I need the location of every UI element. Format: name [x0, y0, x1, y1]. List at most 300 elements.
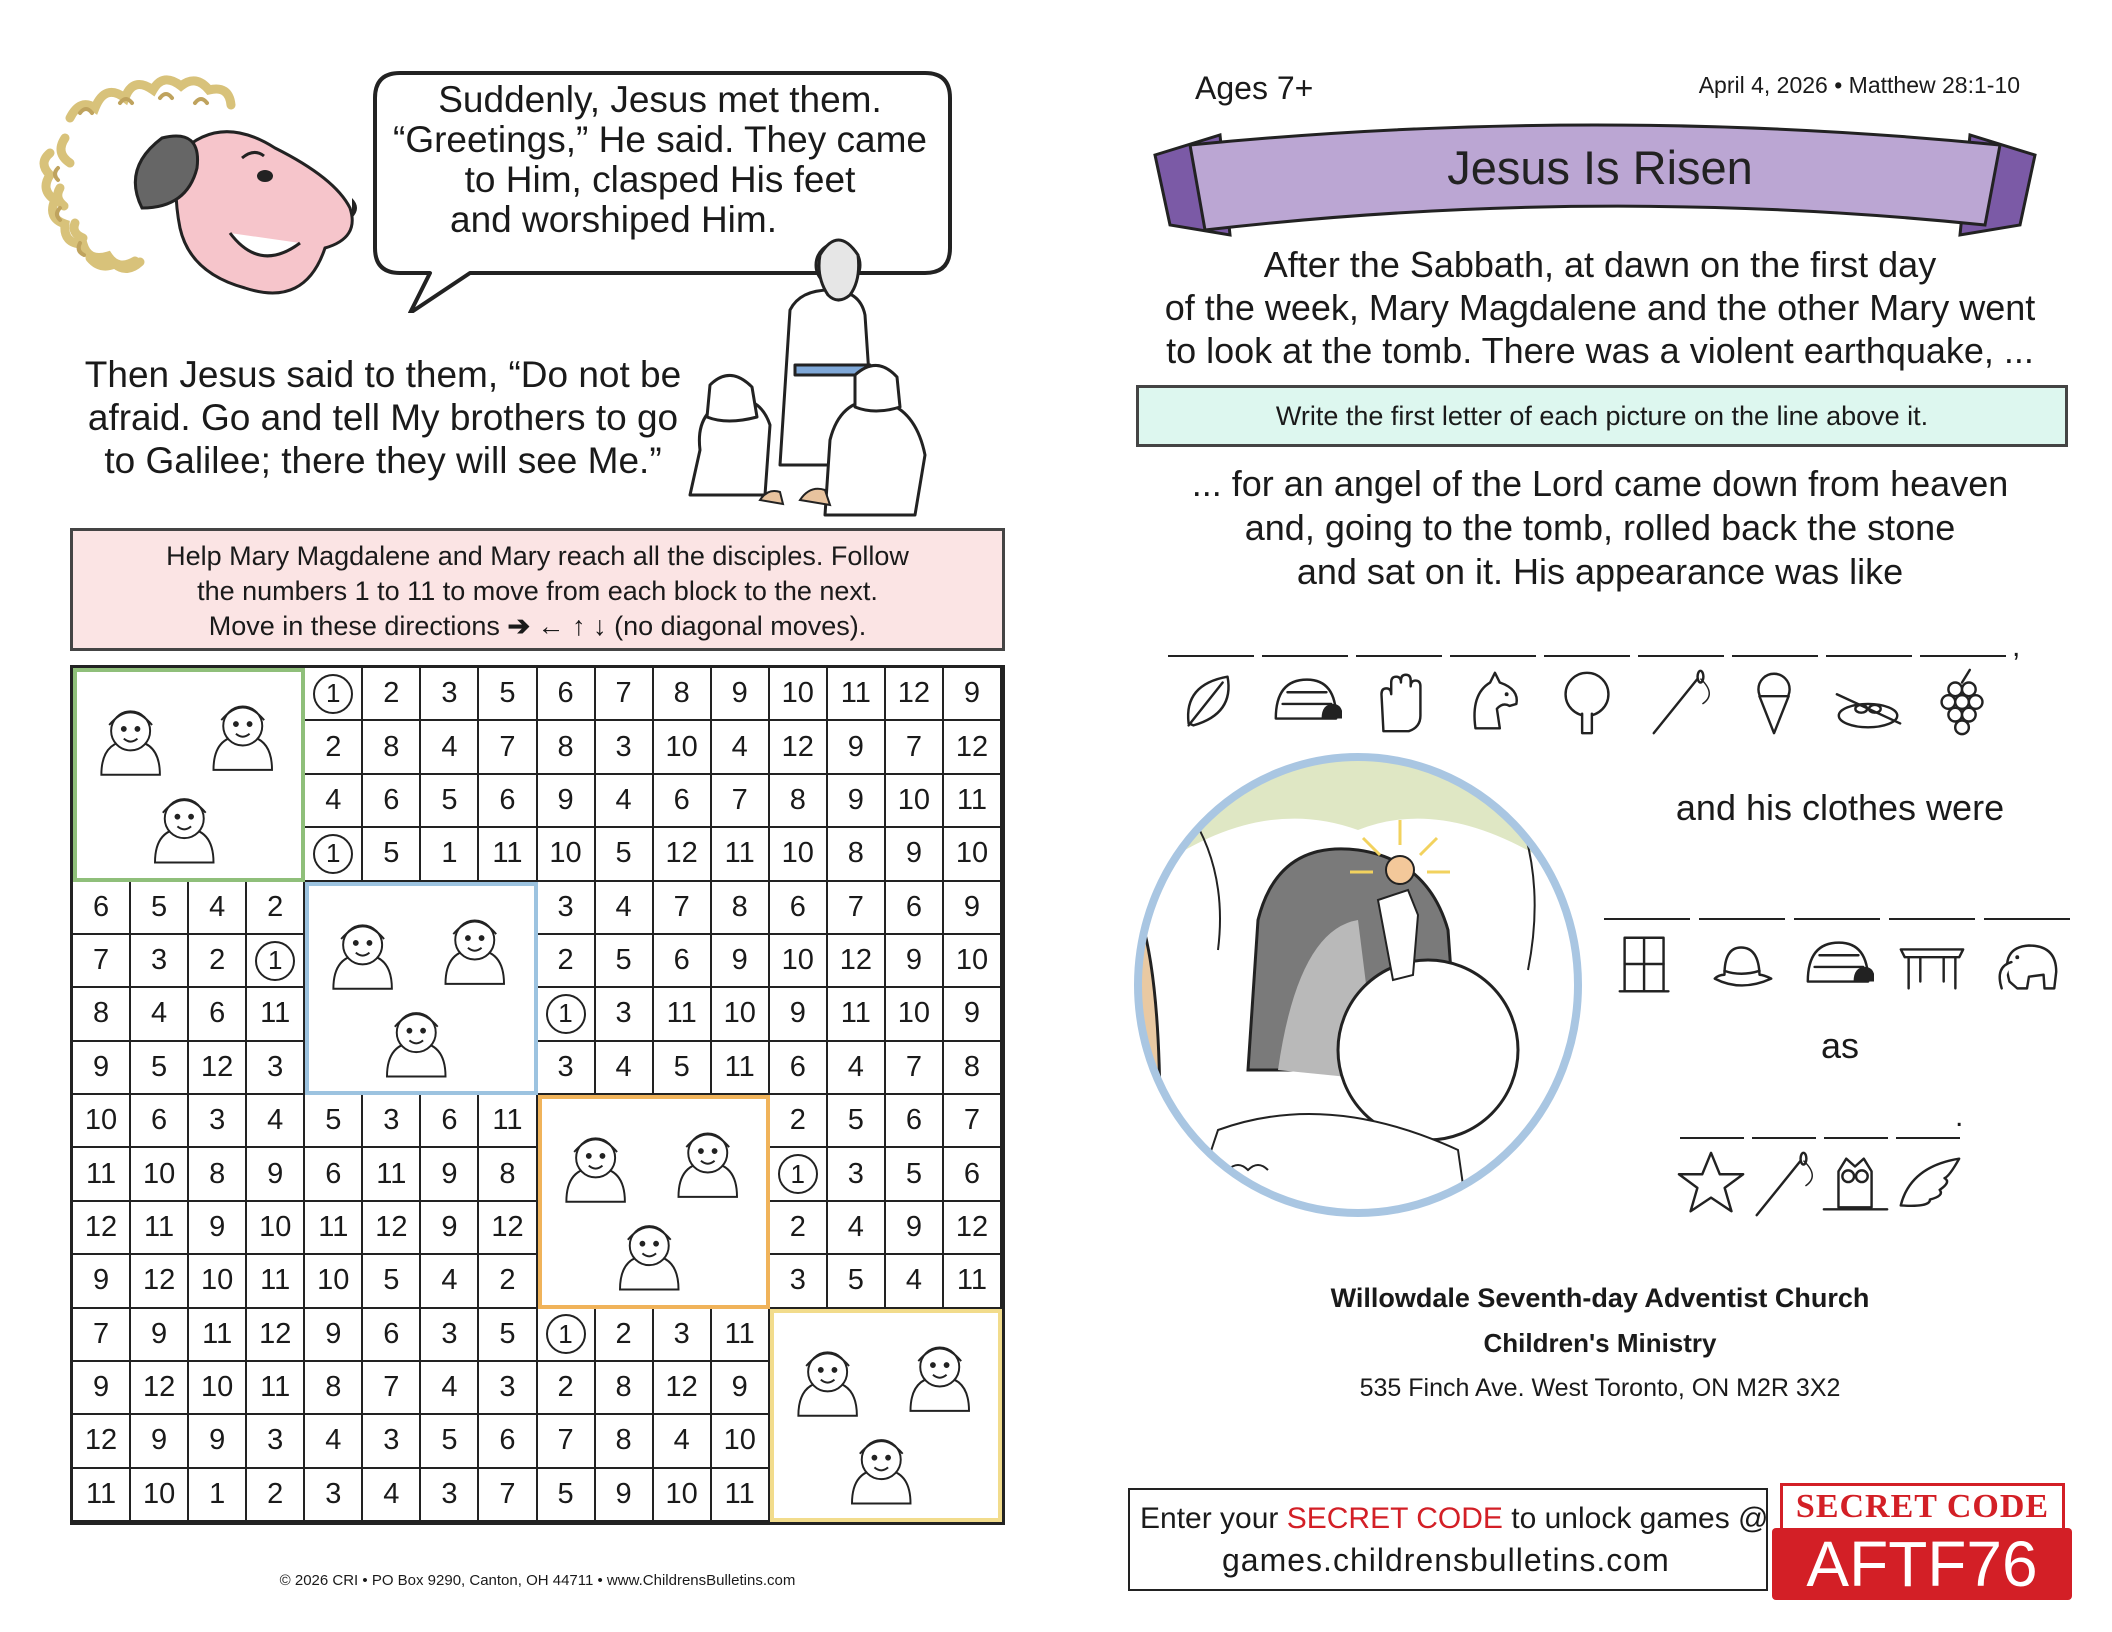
ice-cream-icon [1738, 665, 1812, 739]
disciple-faces-illustration [309, 886, 533, 1092]
maze-cell-number: 4 [383, 1477, 400, 1510]
maze-cell [596, 668, 654, 721]
maze-cell-number: 6 [325, 1157, 342, 1190]
maze-cell-number: 8 [615, 1371, 632, 1404]
igloo-icon [1268, 665, 1342, 739]
maze-cell-number: 1 [313, 834, 353, 874]
maze-cell [73, 1095, 131, 1148]
maze-cell [189, 1362, 247, 1415]
maze-cell-number: 4 [905, 1264, 922, 1297]
maze-cell [828, 1202, 886, 1255]
maze-cell-number: 6 [557, 677, 574, 710]
maze-cell [828, 935, 886, 988]
maze-cell [828, 988, 886, 1041]
maze-cell [363, 828, 421, 881]
maze-cell-number: 10 [723, 997, 756, 1030]
maze-cell-number: 5 [557, 1477, 574, 1510]
maze-cell [596, 1469, 654, 1522]
answer-blank[interactable] [1826, 655, 1912, 657]
maze-cell [944, 775, 1002, 828]
answer-blank[interactable] [1356, 655, 1442, 657]
maze-cell-number: 3 [209, 1104, 226, 1137]
bubble-line: Suddenly, Jesus met them. [438, 79, 882, 120]
maze-cell [654, 1469, 712, 1522]
maze-cell-number: 7 [92, 944, 110, 977]
maze-cell [886, 988, 944, 1041]
maze-cell [73, 1362, 131, 1415]
maze-cell-number: 6 [441, 1104, 458, 1137]
maze-cell [131, 1148, 189, 1201]
answer-blank[interactable] [1752, 1137, 1816, 1139]
maze-cell-number: 12 [142, 1264, 176, 1297]
maze-cell-number: 9 [615, 1477, 632, 1510]
maze-cell-number: 3 [557, 1050, 574, 1083]
maze-cell-number: 11 [956, 783, 988, 816]
number-maze [70, 665, 1005, 1525]
maze-cell-number: 1 [546, 1314, 586, 1354]
maze-cell-number: 4 [267, 1104, 284, 1137]
maze-cell [886, 1095, 944, 1148]
maze-cell-number: 5 [441, 783, 458, 816]
story-clothes-text: and his clothes were [1675, 787, 2005, 828]
maze-cell-number: 11 [318, 1210, 349, 1243]
maze-cell [654, 1042, 712, 1095]
maze-cell [944, 668, 1002, 721]
maze-cell [305, 1469, 363, 1522]
maze-cell-number: 8 [615, 1424, 632, 1457]
maze-cell-number: 9 [209, 1210, 226, 1243]
maze-cell-number: 3 [557, 890, 574, 923]
maze-cell [247, 1255, 305, 1308]
maze-cell-number: 4 [325, 783, 342, 816]
maze-cell-number: 9 [151, 1317, 168, 1350]
quote-line: afraid. Go and tell My brothers to go [87, 397, 679, 438]
maze-cell-number: 4 [673, 1424, 690, 1457]
maze-cell-number: 11 [840, 997, 871, 1030]
maze-cell [712, 1469, 770, 1522]
women-start-block [73, 668, 305, 882]
maze-cell [596, 1042, 654, 1095]
maze-directions-note: (no diagonal moves). [614, 611, 867, 641]
maze-cell [479, 1415, 537, 1468]
maze-cell-number: 9 [731, 1371, 748, 1404]
maze-cell [247, 1362, 305, 1415]
maze-cell [73, 988, 131, 1041]
maze-cell-number: 11 [85, 1157, 117, 1190]
maze-cell-number: 2 [557, 944, 574, 977]
maze-cell-number: 10 [723, 1424, 756, 1457]
maze-cell [828, 1255, 886, 1308]
maze-cell [189, 1415, 247, 1468]
maze-cell-number: 2 [499, 1264, 516, 1297]
answer-blank[interactable] [1920, 655, 2006, 657]
maze-cell-number: 5 [905, 1157, 922, 1190]
maze-cell-number: 2 [789, 1210, 806, 1243]
maze-start-cell [538, 1309, 596, 1362]
maze-cell-number: 7 [905, 730, 922, 763]
maze-cell [886, 1202, 944, 1255]
maze-cell [479, 775, 537, 828]
maze-cell [828, 1042, 886, 1095]
maze-cell [479, 828, 537, 881]
grapes-icon [1926, 665, 2000, 739]
answer-blank[interactable] [1544, 655, 1630, 657]
maze-cell [654, 775, 712, 828]
maze-cell-number: 6 [673, 944, 690, 977]
maze-cell-number: 3 [267, 1424, 284, 1457]
maze-cell [131, 1362, 189, 1415]
answer-blank[interactable] [1984, 918, 2070, 920]
maze-cell [654, 935, 712, 988]
maze-cell [712, 1309, 770, 1362]
church-name: Willowdale Seventh-day Adventist Church [1330, 1283, 1870, 1313]
window-icon [1610, 928, 1684, 1002]
games-url-link[interactable]: games.childrensbulletins.com [1222, 1542, 1670, 1578]
answer-blank[interactable] [1638, 655, 1724, 657]
copyright-footer: © 2026 CRI • PO Box 9290, Canton, OH 44711 • www.ChildrensBulletins.com [279, 1572, 796, 1589]
maze-cell [305, 721, 363, 774]
maze-cell [479, 1362, 537, 1415]
maze-cell [944, 828, 1002, 881]
maze-cell-number: 7 [847, 890, 864, 923]
maze-cell [479, 1255, 537, 1308]
maze-cell [596, 882, 654, 935]
maze-cell [189, 1255, 247, 1308]
maze-cell [479, 1095, 537, 1148]
maze-cell [712, 1042, 770, 1095]
maze-cell-number: 7 [557, 1424, 574, 1457]
age-label: Ages 7+ [1195, 70, 1314, 106]
answer-blank[interactable] [1168, 655, 1254, 657]
maze-cell-number: 3 [615, 730, 632, 763]
maze-cell [421, 1148, 479, 1201]
maze-cell [538, 1042, 596, 1095]
maze-cell-number: 9 [963, 677, 981, 710]
empty-tomb-illustration [1128, 750, 1588, 1220]
maze-cell-number: 10 [201, 1371, 234, 1404]
puzzle-3-punctuation: . [1955, 1100, 1964, 1133]
bubble-line: and worshiped Him. [450, 199, 777, 240]
maze-cell [538, 1469, 596, 1522]
maze-cell [479, 668, 537, 721]
maze-cell [189, 1202, 247, 1255]
maze-cell [131, 1309, 189, 1362]
answer-blank[interactable] [1896, 1137, 1960, 1139]
maze-cell [479, 1309, 537, 1362]
maze-cell-number: 10 [955, 944, 989, 977]
answer-blank[interactable] [1262, 655, 1348, 657]
puzzle-1-punctuation: , [2012, 630, 2021, 663]
maze-cell [770, 1095, 828, 1148]
maze-cell-number: 12 [84, 1210, 118, 1243]
story-as-text: as [1820, 1025, 1860, 1066]
maze-cell-number: 7 [615, 677, 632, 710]
maze-cell [712, 882, 770, 935]
needle-icon [1747, 1147, 1821, 1221]
maze-cell-number: 5 [499, 1317, 516, 1350]
maze-cell-number: 5 [615, 837, 632, 870]
maze-cell-number: 4 [151, 997, 168, 1030]
maze-cell [886, 668, 944, 721]
maze-cell [363, 1362, 421, 1415]
maze-cell [712, 988, 770, 1041]
maze-cell-number: 12 [955, 1210, 989, 1243]
story-line: to look at the tomb. There was a violent earthquake, ... [1166, 330, 2034, 371]
maze-cell-number: 11 [956, 1264, 988, 1297]
maze-cell [479, 1469, 537, 1522]
maze-cell-number: 11 [144, 1210, 175, 1243]
maze-cell-number: 8 [325, 1371, 342, 1404]
maze-cell-number: 4 [615, 1050, 632, 1083]
maze-cell-number: 6 [499, 783, 516, 816]
maze-cell [131, 1202, 189, 1255]
maze-cell [73, 882, 131, 935]
maze-cell [73, 1042, 131, 1095]
maze-cell [421, 1202, 479, 1255]
maze-cell [596, 1362, 654, 1415]
maze-cell-number: 11 [492, 837, 523, 870]
maze-cell-number: 9 [789, 997, 806, 1030]
maze-cell [538, 828, 596, 881]
maze-cell [886, 721, 944, 774]
story-line: After the Sabbath, at dawn on the first day [1263, 244, 1937, 285]
answer-blank[interactable] [1889, 918, 1975, 920]
maze-cell [538, 935, 596, 988]
maze-cell-number: 1 [441, 837, 458, 870]
answer-blank[interactable] [1794, 918, 1880, 920]
maze-cell-number: 12 [665, 1371, 698, 1404]
maze-cell [363, 1469, 421, 1522]
maze-cell-number: 7 [499, 730, 516, 763]
maze-cell-number: 8 [499, 1157, 516, 1190]
maze-cell-number: 6 [905, 890, 922, 923]
maze-cell-number: 12 [84, 1424, 118, 1457]
maze-cell [886, 828, 944, 881]
maze-cell [247, 1415, 305, 1468]
maze-cell-number: 11 [260, 997, 291, 1030]
maze-cell [305, 775, 363, 828]
maze-cell-number: 3 [383, 1424, 400, 1457]
maze-cell-number: 8 [789, 783, 806, 816]
answer-blank[interactable] [1604, 918, 1690, 920]
maze-cell [886, 882, 944, 935]
maze-cell-number: 4 [325, 1424, 342, 1457]
maze-cell [944, 935, 1002, 988]
maze-cell [305, 1095, 363, 1148]
maze-cell [770, 721, 828, 774]
maze-cell [944, 1202, 1002, 1255]
answer-blank[interactable] [1732, 655, 1818, 657]
maze-cell-number: 12 [142, 1371, 176, 1404]
maze-cell [770, 828, 828, 881]
maze-cell-number: 4 [847, 1050, 864, 1083]
maze-cell [886, 775, 944, 828]
maze-cell-number: 6 [209, 997, 226, 1030]
maze-cell [189, 988, 247, 1041]
answer-blank[interactable] [1824, 1137, 1888, 1139]
maze-cell [131, 1095, 189, 1148]
maze-cell [596, 1309, 654, 1362]
maze-cell-number: 8 [963, 1050, 981, 1083]
maze-cell-number: 11 [260, 1371, 291, 1404]
maze-cell-number: 1 [778, 1154, 818, 1194]
maze-cell-number: 1 [255, 941, 295, 981]
maze-cell-number: 9 [151, 1424, 168, 1457]
maze-cell-number: 12 [897, 677, 931, 710]
maze-cell-number: 2 [615, 1317, 632, 1350]
maze-cell [73, 1309, 131, 1362]
maze-instruction-line [73, 609, 1002, 644]
direction-arrows: ➔ ← ↑ ↓ [507, 611, 607, 641]
maze-cell-number: 4 [441, 730, 458, 763]
maze-cell [189, 882, 247, 935]
maze-cell [363, 668, 421, 721]
maze-cell [421, 668, 479, 721]
maze-cell [712, 935, 770, 988]
maze-cell [421, 1095, 479, 1148]
maze-cell [770, 775, 828, 828]
maze-cell [712, 721, 770, 774]
disciple-faces-illustration [77, 672, 301, 878]
maze-cell [712, 1362, 770, 1415]
maze-cell [73, 1255, 131, 1308]
disciples-block-2 [538, 1095, 770, 1309]
maze-cell [247, 988, 305, 1041]
maze-cell [944, 988, 1002, 1041]
maze-cell-number: 9 [557, 783, 574, 816]
maze-cell-number: 3 [267, 1050, 284, 1083]
maze-cell-number: 2 [325, 730, 342, 763]
maze-start-cell [305, 668, 363, 721]
church-ministry: Children's Ministry [1483, 1328, 1717, 1358]
maze-cell-number: 8 [847, 837, 864, 870]
story-continued [1150, 462, 2050, 594]
story-line: of the week, Mary Magdalene and the other Mary went [1164, 287, 2036, 328]
maze-cell-number: 11 [666, 997, 697, 1030]
maze-cell-number: 3 [847, 1157, 864, 1190]
maze-cell-number: 8 [383, 730, 400, 763]
maze-cell [305, 1202, 363, 1255]
maze-cell-number: 2 [557, 1371, 574, 1404]
date-and-scripture: April 4, 2026 • Matthew 28:1-10 [1698, 72, 2020, 98]
quote-line: Then Jesus said to them, “Do not be [84, 354, 682, 395]
maze-cell [479, 1202, 537, 1255]
maze-cell-number: 5 [151, 890, 168, 923]
maze-cell [828, 721, 886, 774]
maze-cell [247, 1469, 305, 1522]
maze-cell-number: 10 [665, 730, 698, 763]
maze-cell [189, 1309, 247, 1362]
maze-cell-number: 6 [383, 1317, 400, 1350]
maze-cell [828, 828, 886, 881]
maze-cell-number: 3 [441, 1317, 458, 1350]
maze-start-cell [538, 988, 596, 1041]
maze-cell-number: 11 [202, 1317, 233, 1350]
maze-cell-number: 4 [731, 730, 748, 763]
maze-cell-number: 5 [499, 677, 516, 710]
story-line: and, going to the tomb, rolled back the stone [1244, 507, 1956, 548]
maze-cell-number: 10 [259, 1210, 292, 1243]
maze-cell-number: 11 [260, 1264, 291, 1297]
answer-blank[interactable] [1450, 655, 1536, 657]
maze-cell [421, 1415, 479, 1468]
maze-cell-number: 6 [963, 1157, 981, 1190]
answer-blank[interactable] [1680, 1137, 1744, 1139]
maze-cell-number: 8 [673, 677, 690, 710]
maze-cell-number: 3 [151, 944, 168, 977]
answer-blank[interactable] [1699, 918, 1785, 920]
maze-cell [305, 1309, 363, 1362]
church-address: 535 Finch Ave. West Toronto, ON M2R 3X2 [1359, 1374, 1841, 1402]
disciples-block-3 [770, 1309, 1002, 1523]
bubble-line: “Greetings,” He said. They came [393, 119, 927, 160]
maze-cell [944, 1095, 1002, 1148]
maze-cell-number: 8 [92, 997, 110, 1030]
maze-cell [596, 828, 654, 881]
maze-cell-number: 9 [441, 1210, 458, 1243]
maze-cell [131, 1255, 189, 1308]
maze-cell [944, 721, 1002, 774]
maze-cell-number: 6 [383, 783, 400, 816]
maze-cell [247, 1042, 305, 1095]
maze-cell [596, 775, 654, 828]
maze-cell-number: 3 [383, 1104, 400, 1137]
maze-cell [421, 775, 479, 828]
maze-cell-number: 8 [209, 1157, 226, 1190]
maze-cell-number: 11 [724, 1477, 755, 1510]
maze-cell [770, 1202, 828, 1255]
maze-cell [131, 935, 189, 988]
secret-code-prompt [1140, 1502, 1769, 1536]
maze-cell-number: 9 [441, 1157, 458, 1190]
prompt-prefix: Enter your [1140, 1502, 1279, 1535]
hat-icon [1705, 928, 1779, 1002]
maze-cell-number: 10 [897, 783, 931, 816]
maze-cell-number: 3 [615, 997, 632, 1030]
disciple-faces-illustration [542, 1099, 766, 1305]
maze-cell [363, 1415, 421, 1468]
maze-cell [654, 721, 712, 774]
maze-cell-number: 9 [92, 1371, 110, 1404]
maze-cell-number: 10 [781, 837, 814, 870]
maze-cell [654, 1362, 712, 1415]
maze-cell [305, 1362, 363, 1415]
maze-cell-number: 9 [847, 783, 864, 816]
maze-cell-number: 9 [847, 730, 864, 763]
maze-cell [421, 721, 479, 774]
maze-cell-number: 2 [267, 890, 284, 923]
maze-cell-number: 2 [789, 1104, 806, 1137]
page-title: Jesus Is Risen [1447, 141, 1753, 194]
maze-cell [131, 882, 189, 935]
maze-cell [189, 935, 247, 988]
maze-cell [363, 1095, 421, 1148]
maze-cell [305, 1148, 363, 1201]
maze-start-cell [305, 828, 363, 881]
maze-cell-number: 5 [847, 1104, 864, 1137]
sheep-illustration [30, 58, 375, 328]
maze-cell [479, 721, 537, 774]
maze-cell-number: 8 [557, 730, 574, 763]
maze-cell-number: 2 [209, 944, 226, 977]
prompt-suffix: to unlock games @ [1511, 1502, 1769, 1535]
maze-cell-number: 3 [325, 1477, 342, 1510]
maze-cell [538, 721, 596, 774]
maze-cell-number: 5 [325, 1104, 342, 1137]
maze-cell [421, 1362, 479, 1415]
maze-cell-number: 10 [317, 1264, 350, 1297]
maze-cell [828, 1148, 886, 1201]
